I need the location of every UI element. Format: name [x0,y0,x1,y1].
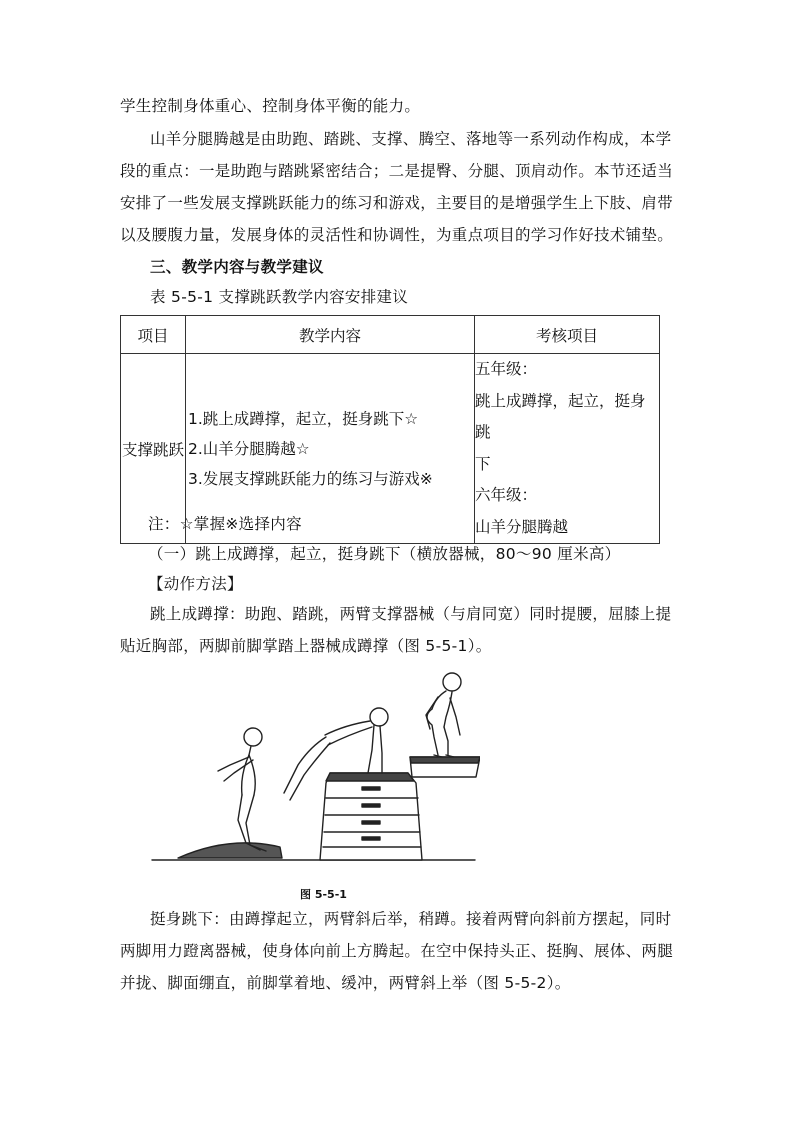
assessment-line: 跳上成蹲撑，起立，挺身跳 [475,391,646,441]
paragraph-line: 跳上成蹲撑：助跑、踏跳，两臂支撑器械（与肩同宽）同时提腰，屈膝上提 [150,605,672,623]
figure-takeoff [218,728,266,851]
vault-illustration [150,665,480,905]
content-line: 2.山羊分腿腾越☆ [188,439,310,458]
item-cell: 支撑跳跃 [121,354,186,544]
figure-caption: 图 5-5-1 [300,888,347,901]
table-note: 注：☆掌握※选择内容 [148,515,302,533]
paragraph-line: 并拢、脚面绷直，前脚掌着地、缓冲，两臂斜上举（图 5-5-2）。 [120,974,571,992]
content-line: 3.发展支撑跳跃能力的练习与游戏※ [188,469,433,488]
section-heading: 三、教学内容与教学建议 [150,258,324,276]
vaulting-box-right [410,757,480,777]
sub-heading: （一）跳上成蹲撑，起立，挺身跳下（横放器械，80～90 厘米高） [148,545,621,563]
paragraph-line: 以及腰腹力量，发展身体的灵活性和协调性，为重点项目的学习作好技术铺垫。 [120,226,674,244]
content-line: 1.跳上成蹲撑，起立，挺身跳下☆ [188,409,419,428]
figure-squat [426,673,461,757]
header-cell-content: 教学内容 [186,316,475,354]
paragraph-line: 山羊分腿腾越是由助跑、踏跳、支撑、腾空、落地等一系列动作构成，本学 [150,130,672,148]
method-heading: 【动作方法】 [148,575,243,593]
paragraph-line: 段的重点：一是助跑与踏跳紧密结合；二是提臀、分腿、顶肩动作。本节还适当 [120,162,674,180]
paragraph-line: 挺身跳下：由蹲撑起立，两臂斜后举，稍蹲。接着两臂向斜前方摆起，同时 [150,910,672,928]
assessment-cell [475,354,660,544]
paragraph-line: 安排了一些发展支撑跳跃能力的练习和游戏，主要目的是增强学生上下肢、肩带 [120,194,674,212]
header-cell-assessment: 考核项目 [475,316,660,354]
teaching-plan-table [120,315,660,544]
paragraph-line: 贴近胸部，两脚前脚掌踏上器械成蹲撑（图 5-5-1）。 [120,637,492,655]
assessment-line: 五年级： [475,360,538,378]
header-cell-item: 项目 [121,316,186,354]
paragraph-line: 学生控制身体重心、控制身体平衡的能力。 [120,97,421,115]
vaulting-box-middle [320,773,422,860]
paragraph-line: 两脚用力蹬离器械，使身体向前上方腾起。在空中保持头正、挺胸、展体、两腿 [120,942,674,960]
assessment-line: 下 [475,454,491,473]
assessment-line: 山羊分腿腾越 [475,517,569,536]
table-header-row [121,316,660,354]
assessment-line: 六年级： [475,486,538,504]
table-caption: 表 5-5-1 支撑跳跃教学内容安排建议 [150,288,409,306]
